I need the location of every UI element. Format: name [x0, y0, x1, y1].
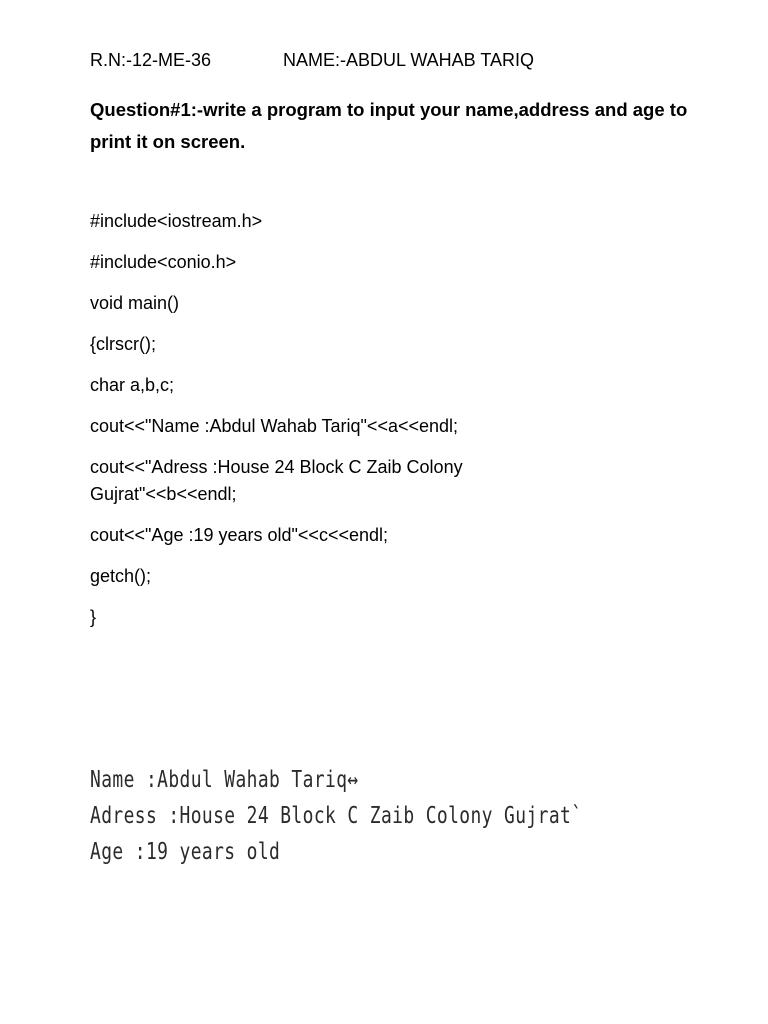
code-line: cout<<"Name :Abdul Wahab Tariq"<<a<<endl; — [90, 416, 459, 436]
code-listing — [90, 208, 690, 645]
code-line: cout<<"Age :19 years old"<<c<<endl; — [90, 525, 388, 545]
code-line: char a,b,c; — [90, 375, 175, 395]
code-line: cout<<"Adress :House 24 Block C Zaib Colony Gujrat"<<b<<endl; — [90, 457, 468, 504]
question-text: Question#1:-write a program to input your name,address and age to print it on screen. — [90, 99, 688, 152]
roll-number: R.N:-12-ME-36 — [90, 50, 212, 70]
code-line: {clrscr(); — [90, 334, 156, 354]
program-output — [90, 762, 583, 870]
code-line: #include<conio.h> — [90, 252, 237, 272]
output-line: Age :19 years old — [90, 839, 281, 865]
code-line: #include<iostream.h> — [90, 211, 263, 231]
document-header — [90, 50, 535, 71]
code-line: } — [90, 607, 97, 627]
code-line: void main() — [90, 293, 180, 313]
student-name: NAME:-ABDUL WAHAB TARIQ — [283, 50, 535, 70]
code-line: getch(); — [90, 566, 152, 586]
output-line: Name :Abdul Wahab Tariq↔ — [90, 767, 359, 793]
output-line: Adress :House 24 Block C Zaib Colony Gujrat` — [90, 803, 583, 829]
